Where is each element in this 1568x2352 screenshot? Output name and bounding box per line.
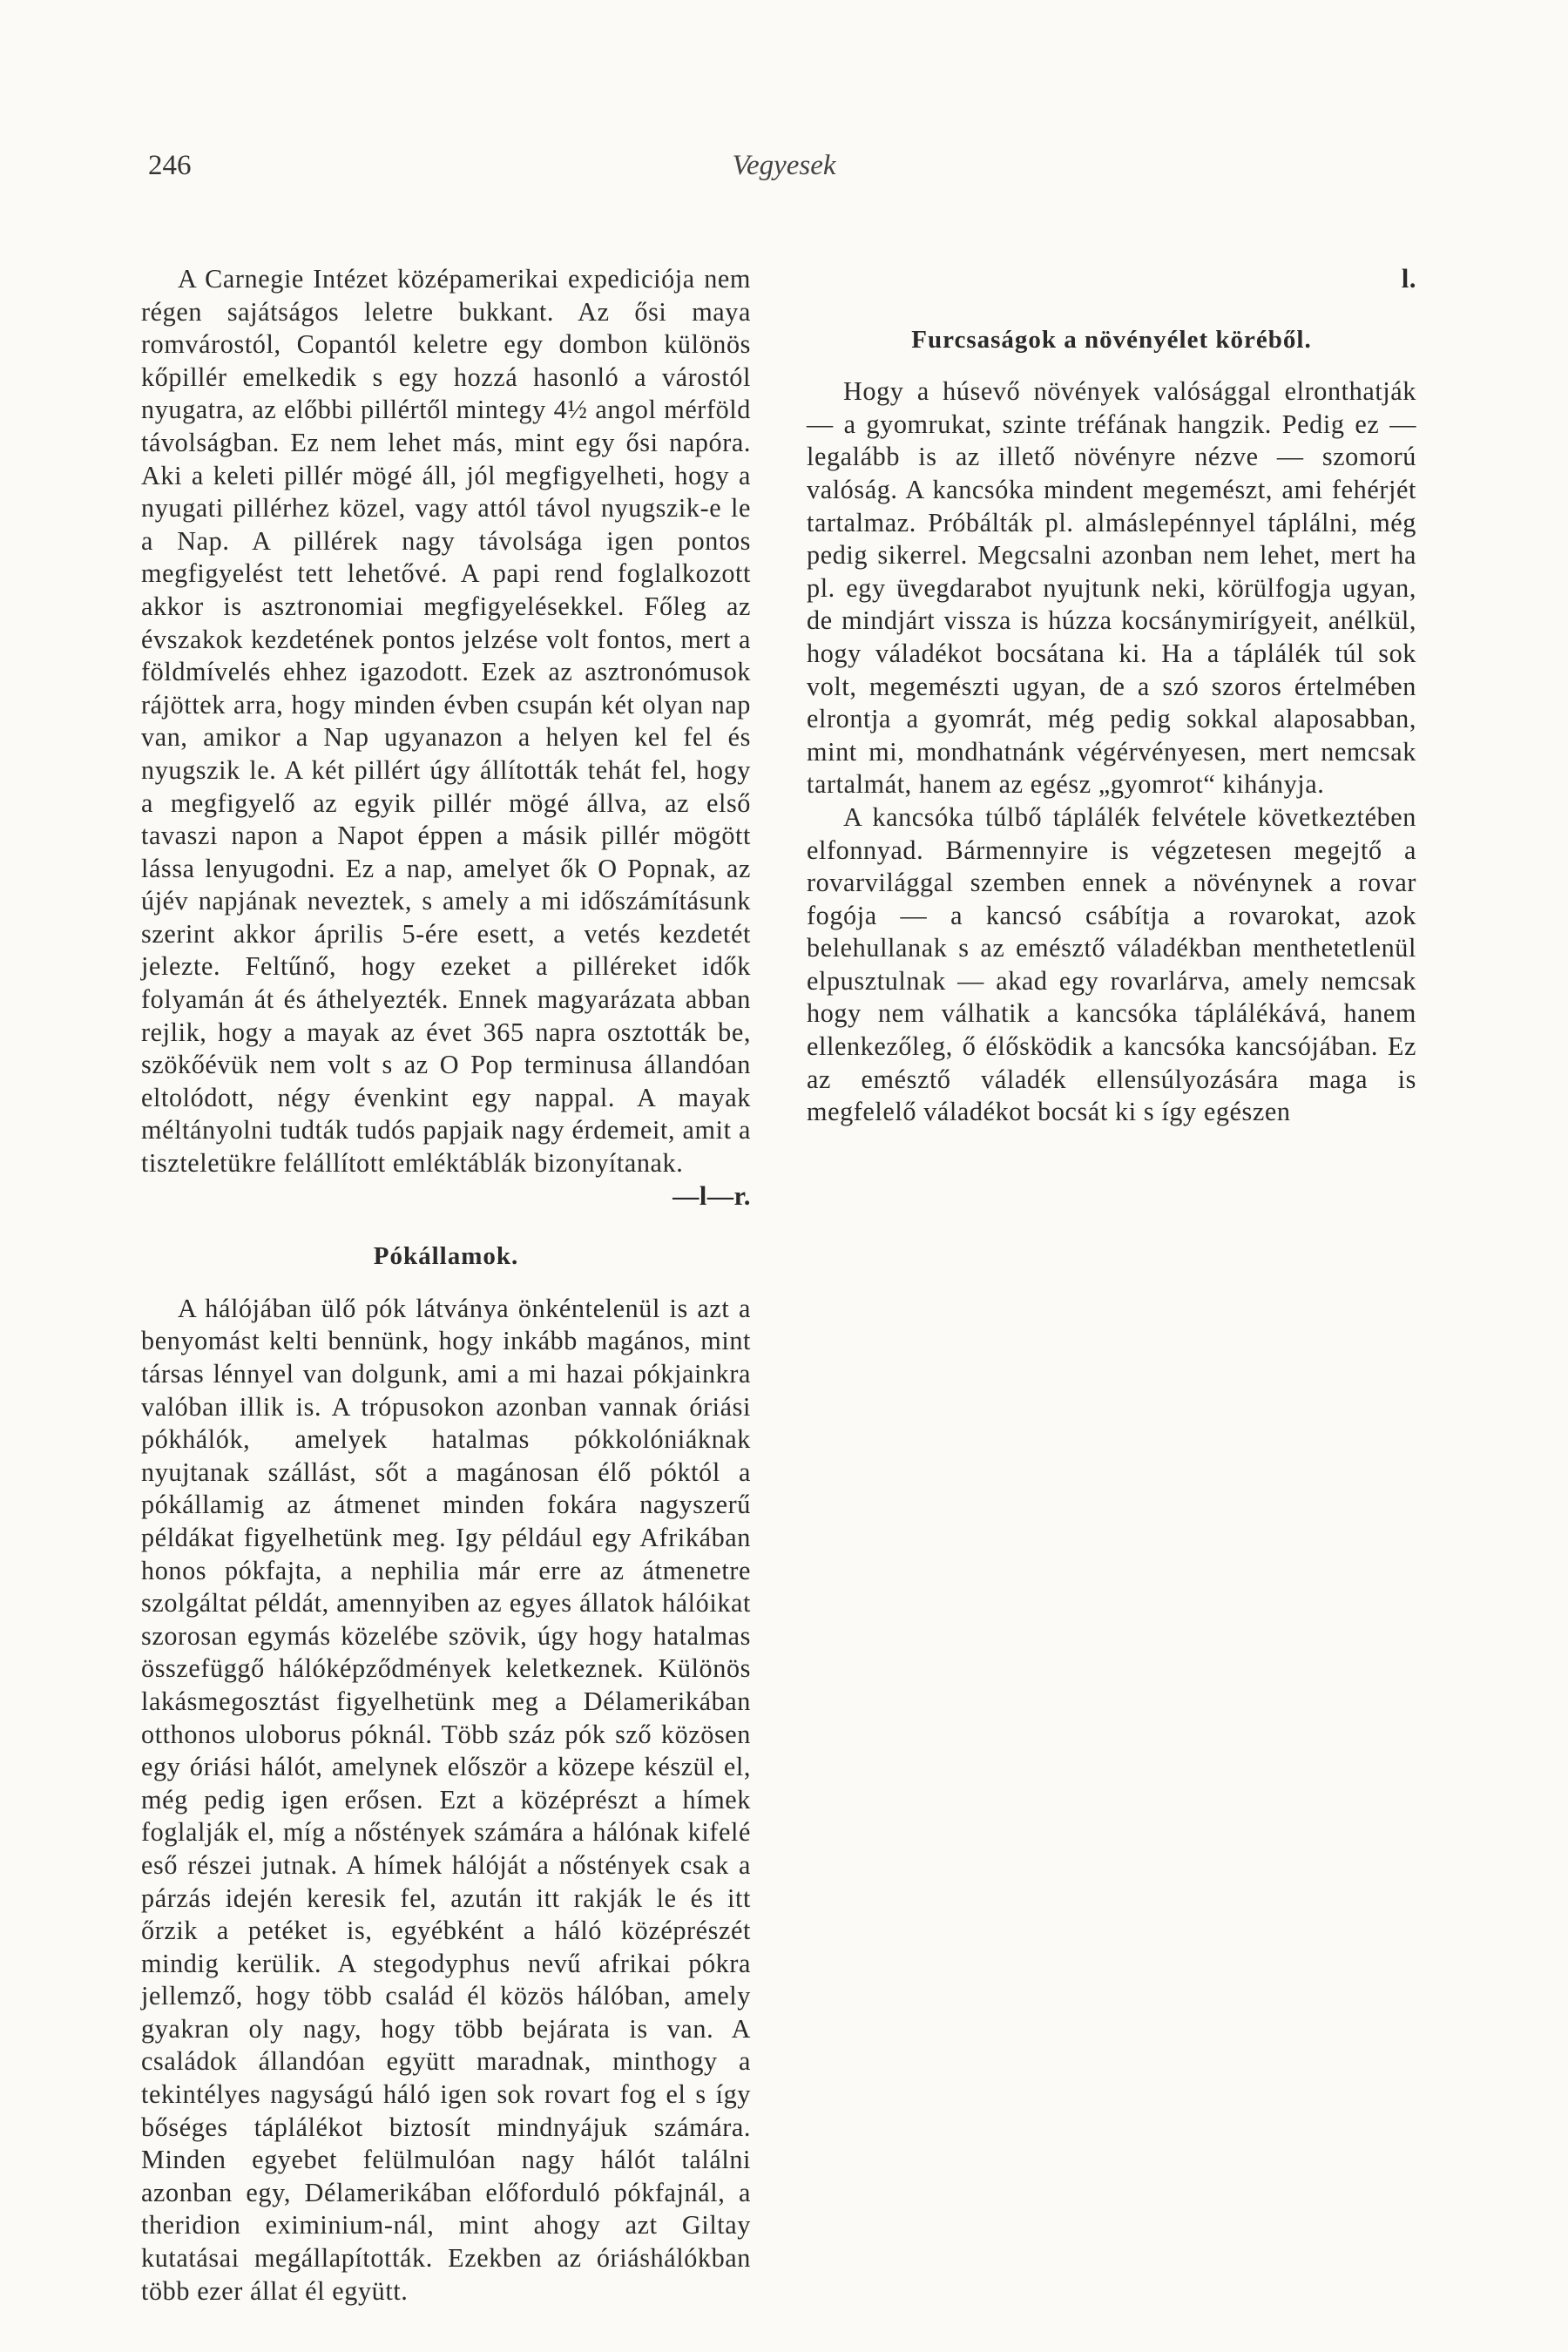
- article3-title: Furcsaságok a növényélet köréből.: [911, 325, 1312, 354]
- page-number: 246: [148, 150, 192, 181]
- article3-paragraph: Hogy a húsevő növények valósággal elronthatják — a gyomrukat, szinte tréfának hangzik. Pedig ez — legalább is az illető növényre nézve — szomorú valóság. A kancsóka mindent megemészt, ami fehérjét tartalmaz. Próbálták pl. almáslepénnyel táplálni, még pedig sikerrel. Megcsalni azonban nem lehet, mert ha pl. egy üvegdarabot nyujtunk neki, körülfogja ugyan, de mindjárt vissza is húzza kocsánymirígyeit, anélkül, hogy váladékot bocsátana ki. Ha a táplálék túl sok volt, megemészti ugyan, de a szó szoros értelmében elrontja a gyomrát, még pedig sokkal alaposabban, mint mi, mondhatnánk végérvényesen, mert nemcsak tartalmát, hanem az egész „gyomrot“ kihányja.: [807, 376, 1416, 800]
- right-column: [807, 263, 1416, 1129]
- article3-paragraph: A kancsóka túlbő táplálék felvétele következtében elfonnyad. Bármennyire is végzetesen megejtő a rovarvilággal szemben ennek a növénynek a rovar fogója — a kancsó csábítja a rovarokat, azok belehullanak s az emésztő váladékban menthetetlenül elpusztulnak — akad egy rovarlárva, amely nemcsak hogy nem válhatik a kancsóka táplálékává, hanem ellenkezőleg, ő élősködik a kancsóka kancsójában. Ez az emésztő váladék ellensúlyozására maga is megfelelő váladékot bocsát ki s így egészen: [807, 801, 1416, 1127]
- running-title: Vegyesek: [732, 150, 836, 181]
- article2-paragraph: A hálójában ülő pók látványa önkéntelenül is azt a benyomást kelti bennünk, hogy inkább magános, mint társas lénnyel van dolgunk, ami a mi hazai pókjainkra valóban illik is. A trópusokon azonban vannak óriási pókhálók, amelyek hatalmas pókkolóniáknak nyujtanak szállást, sőt a magánosan élő póktól a pókállamig az átmenet minden fokára nagyszerű példákat figyelhetünk meg. Igy például egy Afrikában honos pókfajta, a nephilia már erre az átmenetre szolgáltat példát, amennyiben az egyes állatok hálóikat szorosan egymás közelébe szövik, úgy hogy hatalmas összefüggő hálóképződmények keletkeznek. Különös lakásmegosztást figyelhetünk meg a Délamerikában otthonos uloborus póknál. Több száz pók sző közösen egy óriási hálót, amelynek először a közepe készül el, még pedig igen erősen. Ezt a középrészt a hímek foglalják el, míg a nőstények számára a hálónak kifelé eső részei jutnak. A hímek hálóját a nőstények csak a párzás idején keresik fel, azután itt rakják le és itt őrzik a petéket is, egyébként a háló középrészét mindig kerülik. A stegodyphus nevű afrikai pókra jellemző, hogy több család él közös hálóban, amely gyakran oly nagy, hogy több bejárata is van. A családok állandóan együtt maradnak, minthogy a tekintélyes nagyságú háló igen sok rovart fog el s így bőséges táplálékot biztosít mindnyájuk számára. Minden egyebet felülmulóan nagy hálót találni azonban egy, Délamerikában előforduló pókfajnál, a theridion eximinium-nál, mint ahogy azt Giltay kutatásai megállapították. Ezekben az óriáshálókban több ezer állat él együtt.: [141, 1293, 751, 2306]
- article2-title: Pókállamok.: [373, 1242, 519, 1271]
- article2-signature: l.: [1401, 264, 1416, 294]
- page-header: [148, 150, 1420, 193]
- left-column: [141, 263, 751, 2308]
- article1-signature: —l—r.: [672, 1180, 751, 1211]
- article1-paragraph: A Carnegie Intézet középamerikai expediciója nem régen sajátságos leletre bukkant. Az ősi maya romvárostól, Copantól keletre egy dombon különös kőpillér emelkedik s egy hozzá hasonló a várostól nyugatra, az előbbi pillértől mintegy 4½ angol mérföld távolságban. Ez nem lehet más, mint egy ősi napóra. Aki a keleti pillér mögé áll, jól megfigyelheti, hogy a nyugati pillérhez közel, vagy attól távol nyugszik-e le a Nap. A pillérek nagy távolsága igen pontos megfigyelést tett lehetővé. A papi rend foglalkozott akkor is asztronomiai megfigyelésekkel. Főleg az évszakok kezdetének pontos jelzése volt fontos, mert a földmívelés ehhez igazodott. Ezek az asztronómusok rájöttek arra, hogy minden évben csupán két olyan nap van, amikor a Nap ugyanazon a helyen kel fel és nyugszik le. A két pillért úgy állították tehát fel, hogy a megfigyelő az egyik pillér mögé állva, az első tavaszi napon a Napot éppen a másik pillér mögött lássa lenyugodni. Ez a nap, amelyet ők O Popnak, az újév napjának neveztek, s amely a mi időszámításunk szerint akkor április 5-ére esett, a vetés kezdetét jelezte. Feltűnő, hogy ezeket a pilléreket idők folyamán át és áthelyezték. Ennek magyarázata abban rejlik, hogy a mayak az évet 365 napra osztották be, szökőévük nem volt s az O Pop terminusa állandóan eltolódott, négy évenkint egy nappal. A mayak méltányolni tudták tudós papjaik nagy érdemeit, amit a tiszteletükre felállított emléktáblák bizonyítanak.: [141, 264, 751, 1179]
